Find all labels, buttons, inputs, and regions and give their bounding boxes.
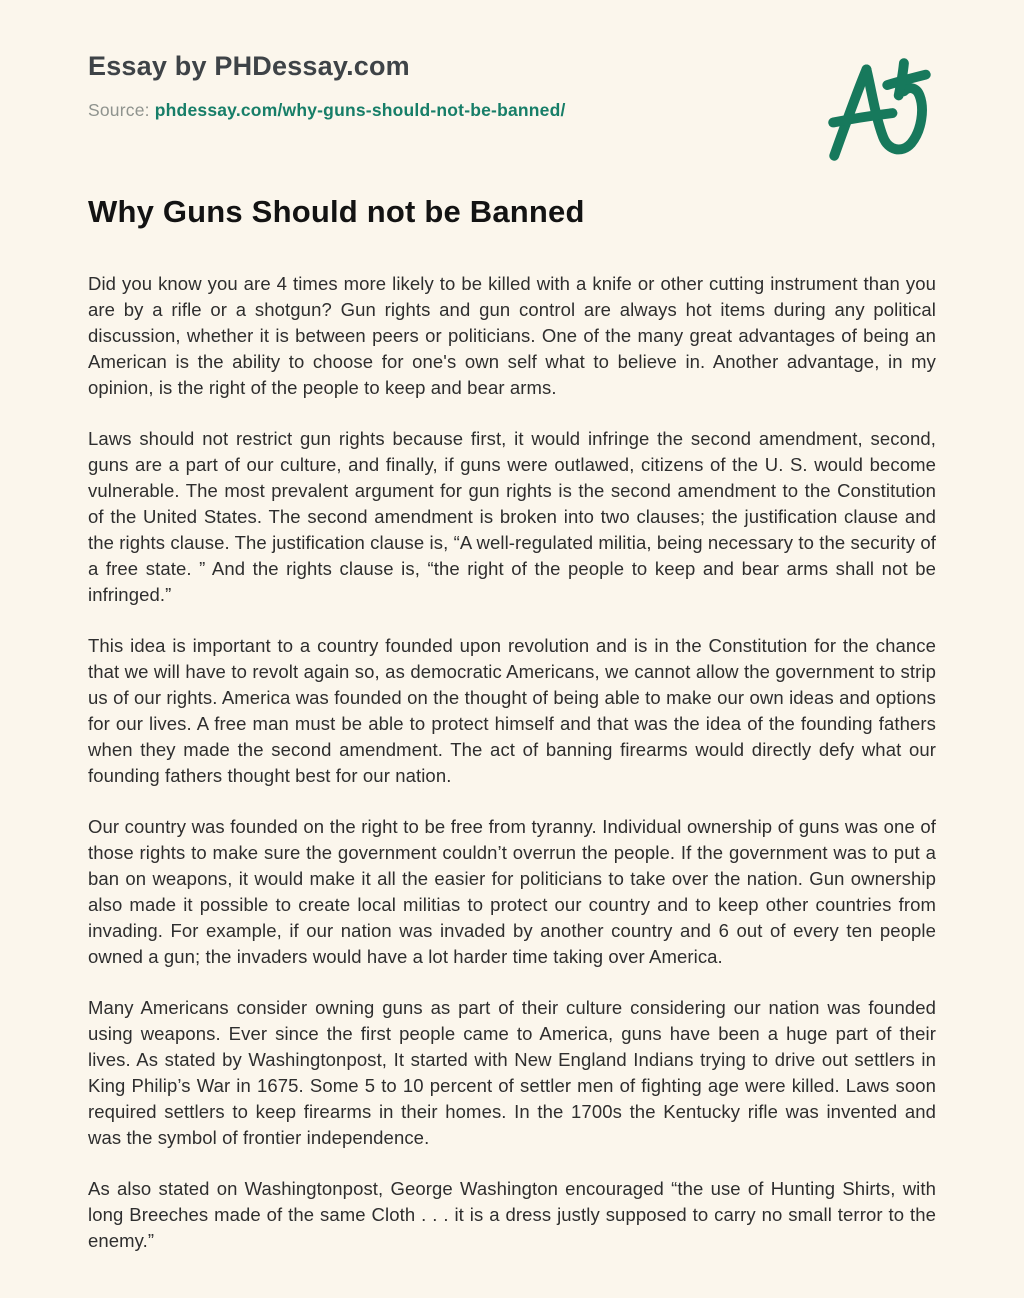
- source-row: [88, 99, 936, 121]
- a-plus-logo-icon: [828, 58, 932, 162]
- essay-paragraph: Did you know you are 4 times more likely to be killed with a knife or other cutting instrument than you are by a rifle or a shotgun? Gun rights and gun control are always hot items during any political discussion, whether it is between peers or politicians. One of the many great advantages of being an American is the ability to choose for one's own self what to believe in. Another advantage, in my opinion, is the right of the people to keep and bear arms.: [88, 273, 936, 398]
- header-title: Essay by PHDessay.com: [88, 51, 410, 81]
- essay-paragraph: Laws should not restrict gun rights because first, it would infringe the second amendment, second, guns are a part of our culture, and finally, if guns were outlawed, citizens of the U. S. would become vulnerable. The most prevalent argument for gun rights is the second amendment to the Constitution of the United States. The second amendment is broken into two clauses; the justification clause and the rights clause. The justification clause is, “A well-regulated militia, being necessary to the security of a free state. ” And the rights clause is, “the right of the people to keep and bear arms shall not be infringed.”: [88, 428, 936, 605]
- essay-paragraph: As also stated on Washingtonpost, George Washington encouraged “the use of Hunting Shirts, with long Breeches made of the same Cloth . . . it is a dress justly supposed to carry no small terror to the enemy.”: [88, 1178, 936, 1251]
- header: [88, 50, 936, 121]
- essay-paragraph: Our country was founded on the right to be free from tyranny. Individual ownership of guns was one of those rights to make sure the government couldn’t overrun the people. If the government was to put a ban on weapons, it would make it all the easier for politicians to take over the nation. Gun ownership also made it possible to create local militias to protect our country and to keep other countries from invading. For example, if our nation was invaded by another country and 6 out of every ten people owned a gun; the invaders would have a lot harder time taking over America.: [88, 816, 936, 967]
- essay-paragraph: Many Americans consider owning guns as part of their culture considering our nation was founded using weapons. Ever since the first people came to America, guns have been a huge part of their lives. As stated by Washingtonpost, It started with New England Indians trying to drive out settlers in King Philip’s War in 1675. Some 5 to 10 percent of settler men of fighting age were killed. Laws soon required settlers to keep firearms in their homes. In the 1700s the Kentucky rifle was invented and was the symbol of frontier independence.: [88, 997, 936, 1148]
- source-link[interactable]: phdessay.com/why-guns-should-not-be-banned/: [154, 100, 566, 120]
- source-label: Source:: [88, 100, 150, 120]
- essay-paragraph: This idea is important to a country founded upon revolution and is in the Constitution for the chance that we will have to revolt again so, as democratic Americans, we cannot allow the government to strip us of our rights. America was founded on the thought of being able to make our own ideas and options for our lives. A free man must be able to protect himself and that was the idea of the founding fathers when they made the second amendment. The act of banning firearms would directly defy what our founding fathers thought best for our nation.: [88, 635, 936, 786]
- essay-paragraphs: [88, 271, 936, 1254]
- essay-title: Why Guns Should not be Banned: [88, 194, 585, 229]
